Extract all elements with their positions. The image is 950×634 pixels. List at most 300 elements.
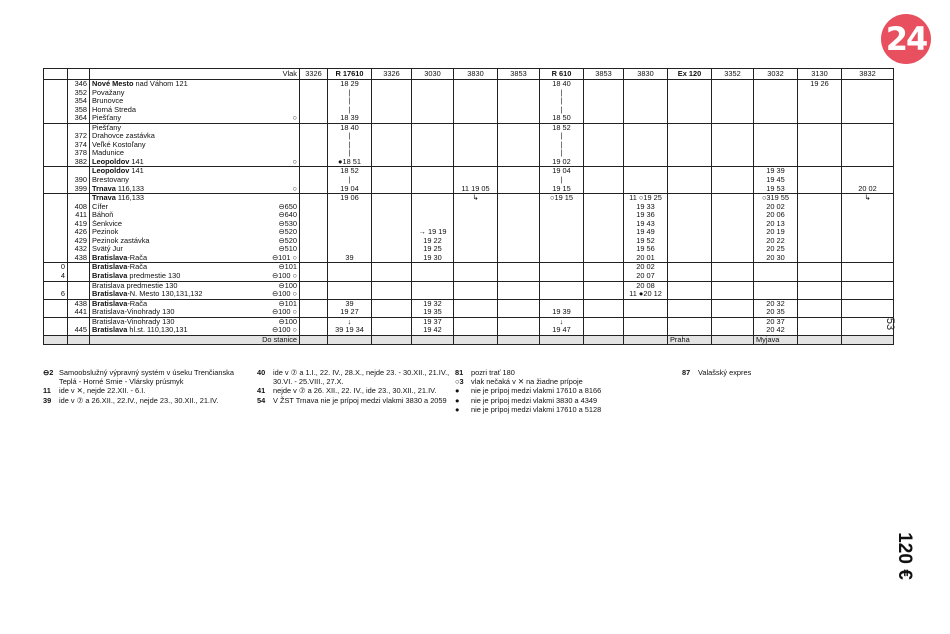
time-cell (454, 80, 498, 89)
time-cell (668, 132, 712, 141)
timetable (43, 68, 877, 345)
time-cell (412, 149, 454, 158)
km-alt-cell (44, 299, 68, 308)
time-cell: 19 30 (412, 254, 454, 263)
legend-mark: 39 (43, 395, 52, 405)
time-cell (412, 123, 454, 132)
time-cell: 39 19 34 (328, 326, 372, 335)
station-cell (90, 97, 300, 106)
time-cell (372, 220, 412, 229)
legend-mark: ● (455, 395, 460, 405)
time-cell (798, 245, 842, 254)
time-cell (712, 308, 754, 317)
legend-item (455, 386, 680, 395)
legend-item (455, 377, 680, 386)
km-cell: 429 (68, 237, 90, 246)
time-cell (798, 97, 842, 106)
time-cell (328, 290, 372, 299)
time-cell (300, 158, 328, 167)
time-cell (498, 299, 540, 308)
station-cell (90, 281, 300, 290)
time-cell (842, 299, 894, 308)
station-cell (90, 132, 300, 141)
time-cell (454, 281, 498, 290)
time-cell (540, 203, 584, 212)
time-cell: 20 19 (754, 228, 798, 237)
time-cell (668, 211, 712, 220)
station-cell (90, 326, 300, 335)
km-alt-cell (44, 114, 68, 123)
time-cell (498, 114, 540, 123)
time-cell: | (540, 132, 584, 141)
time-cell (584, 290, 624, 299)
table-row (44, 194, 894, 203)
time-cell (842, 141, 894, 150)
time-cell (328, 220, 372, 229)
station-symbol: ⊖100 ○ (271, 290, 297, 299)
station-symbol: ○ (292, 184, 297, 193)
time-cell (842, 123, 894, 132)
time-cell (842, 220, 894, 229)
km-alt-cell (44, 158, 68, 167)
time-cell (300, 281, 328, 290)
station-cell (90, 158, 300, 167)
station-cell (90, 167, 300, 176)
time-cell: 19 33 (624, 203, 668, 212)
time-cell (372, 228, 412, 237)
legend-text: ide v ✕, nejde 22.XII. - 6.I. (59, 386, 146, 396)
time-cell: 19 39 (540, 308, 584, 317)
time-cell: 19 53 (754, 185, 798, 194)
station-name: Svätý Jur (92, 245, 123, 254)
km-alt-cell (44, 326, 68, 335)
station-cell (90, 176, 300, 185)
km-alt-cell (44, 254, 68, 263)
vlak-label: Vlak (90, 69, 300, 80)
time-cell (540, 254, 584, 263)
time-cell (842, 149, 894, 158)
time-cell: | (328, 106, 372, 115)
time-cell (498, 185, 540, 194)
station-cell (90, 194, 300, 203)
train-number: R 610 (540, 69, 584, 80)
station-name: Piešťany (92, 114, 122, 123)
station-name: Trnava 116,133 (92, 184, 145, 193)
legend-mark: ⊖2 (43, 368, 54, 377)
time-cell (842, 263, 894, 272)
time-cell (754, 281, 798, 290)
time-cell (412, 114, 454, 123)
time-cell (498, 123, 540, 132)
km-alt-cell (44, 185, 68, 194)
time-cell (798, 176, 842, 185)
time-cell (498, 106, 540, 115)
station-cell (90, 245, 300, 254)
table-row (44, 114, 894, 123)
station-cell (90, 228, 300, 237)
time-cell (712, 326, 754, 335)
station-name: Bratislava-Vinohrady 130 (92, 317, 175, 326)
time-cell (300, 317, 328, 326)
time-cell: 19 39 (754, 167, 798, 176)
table-row (44, 220, 894, 229)
table-row (44, 97, 894, 106)
time-cell (300, 123, 328, 132)
km-alt-cell (44, 308, 68, 317)
time-cell (624, 149, 668, 158)
time-cell (454, 272, 498, 281)
station-symbol: ⊖101 ○ (271, 253, 297, 262)
time-cell (372, 263, 412, 272)
legend-col-2 (257, 368, 452, 405)
time-cell (412, 220, 454, 229)
legend-item (455, 396, 680, 405)
time-cell (454, 211, 498, 220)
time-cell (668, 185, 712, 194)
time-cell (300, 194, 328, 203)
time-cell (712, 176, 754, 185)
time-cell (668, 89, 712, 98)
time-cell (584, 237, 624, 246)
time-cell (372, 141, 412, 150)
time-cell (842, 89, 894, 98)
station-name: Trnava 116,133 (92, 193, 145, 203)
time-cell (798, 290, 842, 299)
km-alt-cell (44, 80, 68, 89)
time-cell (668, 237, 712, 246)
time-cell (624, 158, 668, 167)
time-cell (754, 272, 798, 281)
km-cell: 390 (68, 176, 90, 185)
station-cell (90, 141, 300, 150)
station-symbol: ⊖640 (278, 211, 297, 220)
km-cell (68, 317, 90, 326)
time-cell (712, 149, 754, 158)
time-cell (300, 211, 328, 220)
time-cell (668, 299, 712, 308)
time-cell (412, 272, 454, 281)
time-cell (624, 89, 668, 98)
time-cell (454, 220, 498, 229)
time-cell: 19 02 (540, 158, 584, 167)
station-name: Báhoň (92, 211, 114, 220)
time-cell (842, 237, 894, 246)
time-cell (540, 237, 584, 246)
time-cell (498, 211, 540, 220)
time-cell: 19 27 (328, 308, 372, 317)
time-cell (454, 245, 498, 254)
station-symbol: ⊖100 ○ (271, 272, 297, 281)
km-cell: 445 (68, 326, 90, 335)
time-cell: 20 02 (842, 185, 894, 194)
time-cell (668, 97, 712, 106)
km-alt-cell (44, 220, 68, 229)
station-cell (90, 123, 300, 132)
time-cell (454, 141, 498, 150)
km-alt-cell (44, 176, 68, 185)
time-cell (372, 132, 412, 141)
station-name: Horná Streda (92, 105, 136, 114)
time-cell (842, 176, 894, 185)
time-cell (584, 203, 624, 212)
km-cell: 441 (68, 308, 90, 317)
time-cell (754, 141, 798, 150)
station-cell (90, 106, 300, 115)
time-cell (498, 97, 540, 106)
km-cell (68, 290, 90, 299)
time-cell (798, 237, 842, 246)
time-cell: 20 08 (624, 281, 668, 290)
time-cell (300, 237, 328, 246)
time-cell (300, 308, 328, 317)
station-name: Bratislava-Rača (92, 299, 148, 308)
time-cell (842, 97, 894, 106)
time-cell (668, 317, 712, 326)
time-cell (624, 123, 668, 132)
time-cell: 20 02 (754, 203, 798, 212)
station-symbol: ⊖520 (278, 236, 297, 245)
time-cell (584, 194, 624, 203)
time-cell (584, 228, 624, 237)
km-alt-cell (44, 149, 68, 158)
station-symbol: ⊖100 ○ (271, 326, 297, 335)
time-cell (712, 281, 754, 290)
time-cell (412, 167, 454, 176)
time-cell (454, 176, 498, 185)
km-cell: 354 (68, 97, 90, 106)
time-cell (798, 228, 842, 237)
km-alt-cell (44, 106, 68, 115)
km-alt-cell (44, 281, 68, 290)
time-cell: 19 04 (540, 167, 584, 176)
time-cell (498, 308, 540, 317)
time-cell (584, 132, 624, 141)
time-cell (300, 167, 328, 176)
time-cell (454, 132, 498, 141)
time-cell (842, 290, 894, 299)
station-name: Bratislava predmestie 130 (92, 272, 181, 281)
time-cell (540, 245, 584, 254)
time-cell (584, 211, 624, 220)
time-cell: 18 40 (328, 123, 372, 132)
station-symbol: ○ (292, 157, 297, 166)
train-number: 3853 (584, 69, 624, 80)
time-cell: 20 07 (624, 272, 668, 281)
time-cell (668, 272, 712, 281)
time-cell (372, 245, 412, 254)
station-cell (90, 211, 300, 220)
time-cell (498, 281, 540, 290)
time-cell (842, 167, 894, 176)
time-cell (412, 281, 454, 290)
time-cell (454, 237, 498, 246)
km-cell: 346 (68, 80, 90, 89)
station-symbol: ⊖101 (278, 299, 297, 308)
time-cell (372, 237, 412, 246)
time-cell (454, 89, 498, 98)
time-cell (584, 245, 624, 254)
time-cell: | (540, 141, 584, 150)
table-row (44, 185, 894, 194)
legend-text: vlak nečaká v ✕ na žiadne prípoje (471, 377, 583, 387)
time-cell (300, 326, 328, 335)
train-number: 3032 (754, 69, 798, 80)
km-cell: 378 (68, 149, 90, 158)
time-cell (372, 167, 412, 176)
time-cell (584, 149, 624, 158)
table-row (44, 167, 894, 176)
time-cell (712, 132, 754, 141)
time-cell (328, 263, 372, 272)
time-cell (798, 299, 842, 308)
time-cell (372, 308, 412, 317)
station-cell (90, 254, 300, 263)
km-cell: 408 (68, 203, 90, 212)
time-cell: 20 30 (754, 254, 798, 263)
time-cell (300, 245, 328, 254)
time-cell (498, 176, 540, 185)
time-cell (712, 290, 754, 299)
km-cell: 438 (68, 299, 90, 308)
time-cell: 20 01 (624, 254, 668, 263)
time-cell (624, 141, 668, 150)
time-cell (842, 245, 894, 254)
time-cell (454, 106, 498, 115)
time-cell (454, 308, 498, 317)
km-alt-cell: 6 (44, 290, 68, 299)
time-cell (540, 299, 584, 308)
time-cell (328, 203, 372, 212)
station-name: Považany (92, 88, 125, 97)
station-symbol: ⊖530 (278, 219, 297, 228)
time-cell (842, 203, 894, 212)
station-cell (90, 237, 300, 246)
time-cell (584, 114, 624, 123)
legend-text: pozri trať 180 (471, 368, 515, 377)
time-cell (842, 326, 894, 335)
time-cell: ●18 51 (328, 158, 372, 167)
legend-item (43, 396, 253, 405)
station-name: Veľké Kostoľany (92, 140, 146, 149)
time-cell (712, 272, 754, 281)
time-cell (412, 203, 454, 212)
time-cell (498, 80, 540, 89)
station-name: Pezinok (92, 228, 119, 237)
time-cell (300, 149, 328, 158)
time-cell (300, 89, 328, 98)
time-cell: 19 22 (412, 237, 454, 246)
time-cell (584, 308, 624, 317)
time-cell: ↳ (842, 194, 894, 203)
time-cell (584, 254, 624, 263)
time-cell (300, 290, 328, 299)
time-cell (498, 203, 540, 212)
time-cell (584, 263, 624, 272)
time-cell (372, 254, 412, 263)
station-cell (90, 317, 300, 326)
km-alt-cell (44, 167, 68, 176)
time-cell (624, 308, 668, 317)
km-alt-cell (44, 194, 68, 203)
station-cell (90, 290, 300, 299)
km-alt-cell (44, 228, 68, 237)
time-cell: 20 35 (754, 308, 798, 317)
time-cell (498, 167, 540, 176)
time-cell (798, 308, 842, 317)
time-cell: | (328, 89, 372, 98)
time-cell: 20 25 (754, 245, 798, 254)
station-symbol: ⊖100 (278, 317, 297, 326)
time-cell (798, 326, 842, 335)
time-cell (842, 228, 894, 237)
time-cell (584, 176, 624, 185)
time-cell (540, 263, 584, 272)
time-cell: ○319 55 (754, 194, 798, 203)
time-cell: | (540, 176, 584, 185)
time-cell (798, 123, 842, 132)
time-cell: 19 36 (624, 211, 668, 220)
km-cell: 382 (68, 158, 90, 167)
km-alt-cell (44, 141, 68, 150)
station-symbol: ⊖100 ○ (271, 308, 297, 317)
time-cell (584, 123, 624, 132)
station-name: Leopoldov 141 (92, 166, 144, 176)
time-cell (372, 97, 412, 106)
time-cell (712, 228, 754, 237)
time-cell (842, 272, 894, 281)
time-cell: 20 32 (754, 299, 798, 308)
station-name: Drahovce zastávka (92, 132, 155, 141)
km-cell (68, 272, 90, 281)
km-cell: 358 (68, 106, 90, 115)
time-cell (798, 114, 842, 123)
time-cell (712, 317, 754, 326)
time-cell (754, 97, 798, 106)
time-cell (498, 254, 540, 263)
time-cell (372, 149, 412, 158)
km-cell (68, 281, 90, 290)
time-cell: 19 45 (754, 176, 798, 185)
time-cell (712, 254, 754, 263)
station-symbol: ⊖520 (278, 228, 297, 237)
time-cell (584, 299, 624, 308)
time-cell (668, 281, 712, 290)
time-cell (668, 203, 712, 212)
page-number: 53 (884, 317, 897, 331)
station-symbol: ⊖100 (278, 281, 297, 290)
time-cell (584, 317, 624, 326)
time-cell (668, 106, 712, 115)
km-alt-cell (44, 132, 68, 141)
time-cell (300, 114, 328, 123)
time-cell (498, 326, 540, 335)
legend-text: Samoobslužný výpravný systém v úseku Trenčianska Teplá - Horné Srnie - Vlársky prúsmyk (59, 368, 234, 387)
legend-col-3 (455, 368, 680, 414)
time-cell (798, 272, 842, 281)
time-cell (798, 141, 842, 150)
table-row (44, 123, 894, 132)
time-cell (328, 237, 372, 246)
time-cell (454, 317, 498, 326)
time-cell (372, 211, 412, 220)
time-cell (540, 290, 584, 299)
time-cell (300, 299, 328, 308)
time-cell (412, 290, 454, 299)
time-cell (454, 254, 498, 263)
legend-mark: 41 (257, 386, 266, 396)
time-cell (842, 317, 894, 326)
time-cell (498, 263, 540, 272)
